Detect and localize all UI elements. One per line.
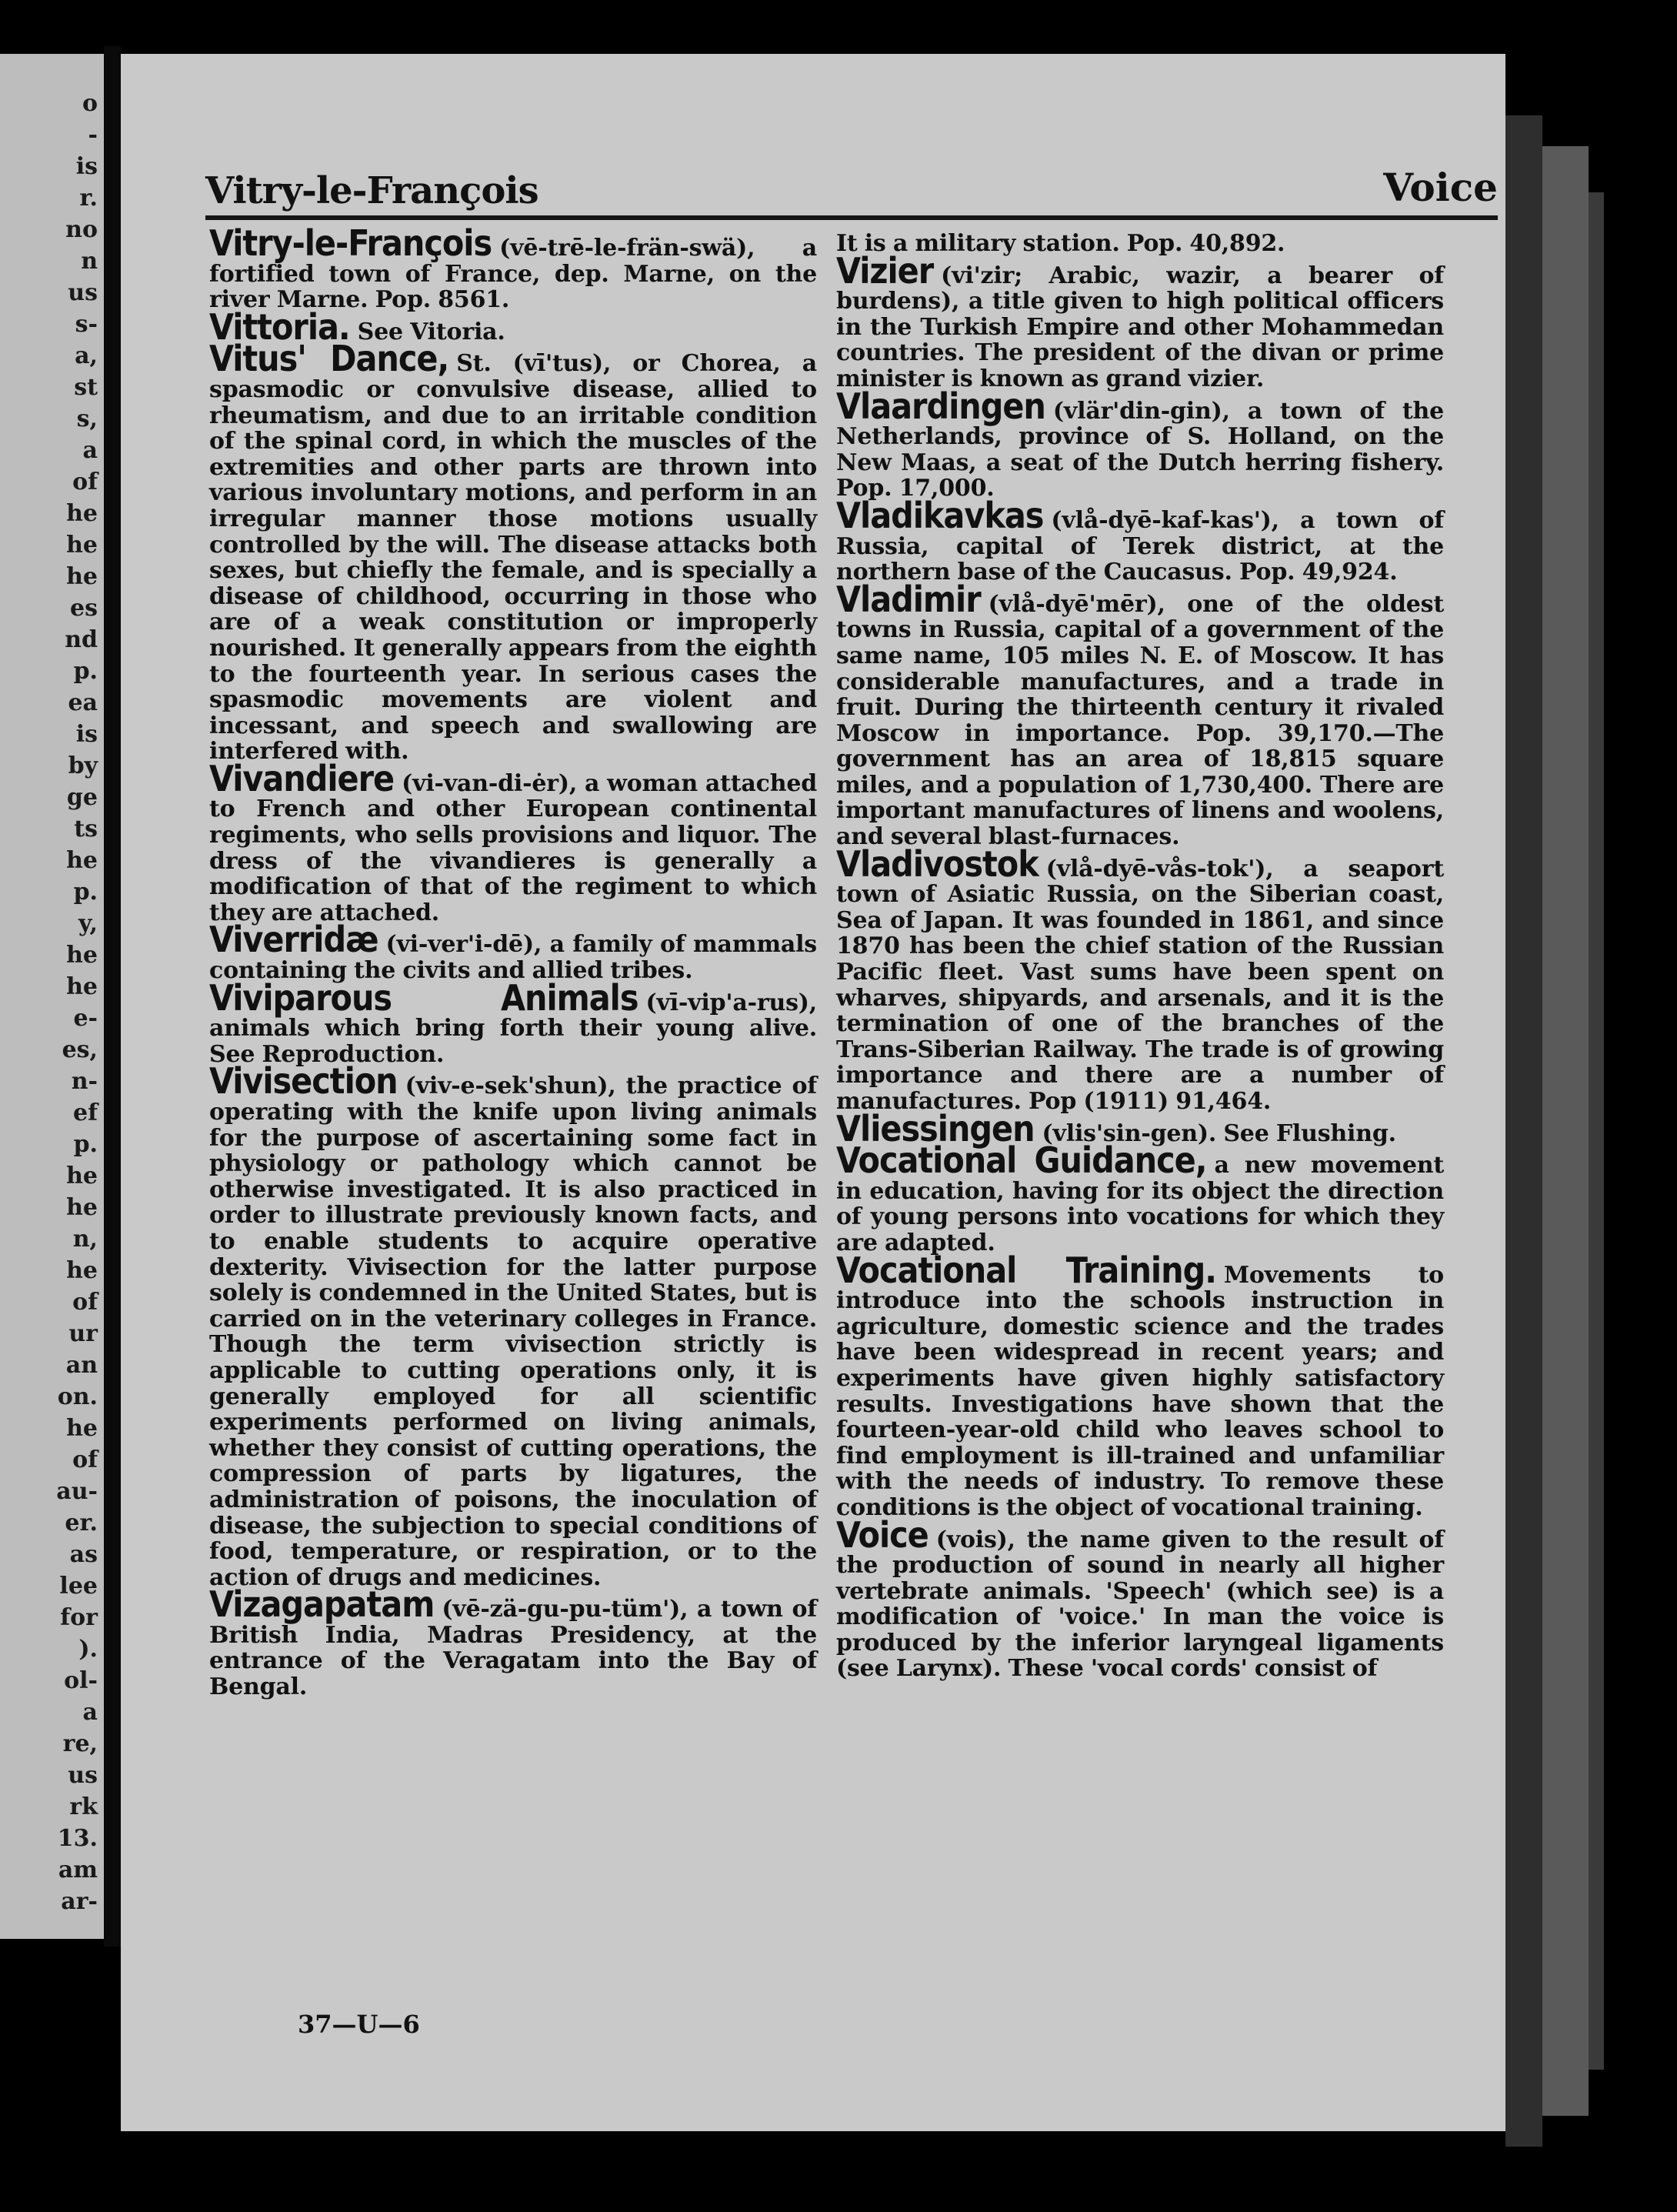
adjacent-page-fragment: as (69, 1541, 98, 1568)
running-head-left: Vitry-le-François (205, 169, 538, 212)
adjacent-page-fragment: us (68, 1762, 98, 1789)
adjacent-page-fragment: he (66, 973, 98, 1000)
adjacent-page-fragment: is (75, 721, 98, 748)
entry-headword: Viverridæ (209, 919, 378, 961)
entry-definition: (vē-zä-gu-pu-tüm'), a town of British India, Madras Presidency, at the entrance of the Veragatam into the Bay of Bengal. (209, 1596, 817, 1701)
adjacent-page-fragment: ea (68, 689, 98, 716)
adjacent-page-fragment: a (82, 437, 98, 464)
entry-headword: Vliessingen (836, 1107, 1035, 1149)
entry-headword: Voice (836, 1513, 929, 1556)
adjacent-page-fragment: a, (75, 342, 98, 369)
entry-headword: Vladikavkas (836, 494, 1044, 536)
adjacent-page-fragment: an (65, 1352, 98, 1379)
dictionary-entry (209, 919, 817, 985)
entry-definition: (vlå-dyē-kaf-kas'), a town of Russia, capital of Terek district, at the northern base of the Caucasus. Pop. 49,924. (836, 506, 1444, 586)
dictionary-entry (836, 494, 1444, 586)
entry-definition: (vi-ver'i-dē), a family of mammals containing the civits and allied tribes. (209, 931, 817, 985)
entry-headword: Vizagapatam (209, 1583, 435, 1626)
entry-definition: See Vitoria. (357, 318, 505, 345)
adjacent-page-fragment: - (88, 122, 98, 148)
adjacent-page-fragment: es (70, 595, 98, 622)
adjacent-page-fragment: ef (73, 1099, 98, 1126)
entry-definition: (vē-trē-le-frän-swä), a fortified town of France, dep. Marne, on the river Marne. Pop. 8561. (209, 235, 817, 314)
running-head-right: Voice (1383, 165, 1498, 210)
entry-headword: Vocational Guidance, (836, 1139, 1207, 1182)
adjacent-page-fragment: p. (73, 879, 98, 906)
adjacent-page-fragment: he (66, 1415, 98, 1442)
adjacent-page-fragment: he (66, 1163, 98, 1189)
adjacent-page-fragment: er. (65, 1510, 98, 1536)
adjacent-page-fragment: st (74, 374, 98, 401)
adjacent-page-fragment: he (66, 942, 98, 969)
adjacent-page-fragment: 13. (57, 1825, 98, 1852)
entry-definition: (vi'zir; Arabic, wazir, a bearer of burdens), a title given to high political officers in the Turkish Empire and other Mohammedan countries. The president of the divan or prime minister is known as grand vizier. (836, 262, 1444, 392)
adjacent-page-fragment: lee (59, 1573, 98, 1600)
adjacent-page-fragment: us (68, 279, 98, 306)
left-column (209, 222, 817, 1702)
adjacent-page-fragment: ol- (64, 1667, 98, 1694)
entry-definition: a new movement in education, having for its object the direction of young persons into vocations for which they are adapted. (836, 1152, 1444, 1256)
adjacent-page-fragment: s, (76, 405, 98, 432)
entry-definition: Movements to introduce into the schools instruction in agriculture, domestic science and the trades have been widespread in recent years; and experiments have given highly satisfactory results. Investigations have shown that the fourteen-year-old child who leaves school to find employment is ill-trained and unfamiliar with the needs of industry. To remove these conditions is the object of vocational training. (836, 1261, 1444, 1521)
adjacent-page-fragment: he (66, 532, 98, 559)
entry-headword: Vittoria. (209, 305, 350, 348)
entry-definition: (viv-e-sek'shun), the practice of operating with the knife upon living animals for the purpose of ascertaining some fact in physiology or pathology which cannot be otherwise investigated. It is also practiced in order to illustrate previously known facts, and to enable students to acquire operative dexterity. Vivisection for the latter purpose solely is condemned in the United States, but is carried on in the veterinary colleges in France. Though the term vivisection strictly is applicable to cutting operations only, it is generally employed for all scientific experiments performed on living animals, whether they consist of cutting operations, the compression of parts by ligatures, the administration of poisons, the inoculation of disease, the subjection to special conditions of food, temperature, or respiration, or to the action of drugs and medicines. (209, 1073, 817, 1591)
dictionary-entry (836, 1249, 1444, 1521)
dictionary-entry (836, 578, 1444, 851)
adjacent-page-fragment: ar- (61, 1888, 98, 1915)
adjacent-page-fragment: a (82, 1699, 98, 1726)
adjacent-page-fragment: is (75, 153, 98, 180)
adjacent-page-fragment: n (81, 248, 98, 275)
entry-headword: Vitry-le-François (209, 222, 492, 264)
adjacent-page-fragment: nd (65, 626, 98, 653)
entry-definition: (vlis'sin-gen). See Flushing. (1042, 1119, 1396, 1147)
entry-definition: (vois), the name given to the result of the production of sound in nearly all higher vertebrate animals. 'Speech' (which see) is a modification of 'voice.' In man the voice is produced by the inferior laryngeal ligaments (see Larynx). These 'vocal cords' consist of (836, 1526, 1444, 1683)
entry-headword: Vivandiere (209, 757, 395, 799)
entry-headword: Vivisection (209, 1060, 398, 1103)
adjacent-page-fragment: he (66, 847, 98, 874)
adjacent-page-fragment: he (66, 500, 98, 527)
dictionary-entry (836, 385, 1444, 502)
adjacent-page-edge (0, 54, 104, 1939)
adjacent-page-fragment: au- (56, 1478, 98, 1505)
adjacent-page-fragment: ts (74, 816, 98, 842)
right-column (836, 231, 1444, 1683)
adjacent-page-fragment: he (66, 1194, 98, 1221)
adjacent-page-fragment: p. (73, 1131, 98, 1158)
adjacent-page-fragment: ). (78, 1636, 98, 1663)
dictionary-entry (836, 1513, 1444, 1683)
dictionary-entry (209, 222, 817, 314)
header-rule (205, 215, 1498, 220)
entry-headword: Viviparous Animals (209, 976, 638, 1019)
entry-headword: Vitus' Dance, (209, 338, 449, 380)
adjacent-page-fragment: s- (75, 311, 98, 338)
adjacent-page-fragment: o (82, 90, 98, 117)
adjacent-page-fragment: r. (79, 185, 98, 212)
dictionary-page (121, 54, 1505, 2131)
book-edge-pages (1542, 146, 1589, 2116)
dictionary-entry (836, 249, 1444, 392)
adjacent-page-fragment: of (72, 1446, 98, 1473)
adjacent-page-fragment: re, (62, 1730, 98, 1757)
dictionary-entry (836, 1139, 1444, 1256)
running-head (205, 165, 1498, 231)
dictionary-entry (209, 1583, 817, 1701)
entry-headword: Vlaardingen (836, 385, 1045, 427)
adjacent-page-fragment: n, (72, 1226, 98, 1253)
dictionary-entry (209, 1060, 817, 1591)
adjacent-page-fragment: he (66, 1257, 98, 1284)
adjacent-page-fragment: y, (78, 910, 98, 937)
entry-headword: Vocational Training. (836, 1249, 1216, 1291)
adjacent-page-fragment: am (58, 1857, 98, 1883)
adjacent-page-fragment: on. (57, 1383, 98, 1410)
entry-definition: St. (vī'tus), or Chorea, a spasmodic or convulsive disease, allied to rheumatism, and due to an irritable condition of the spinal cord, in which the muscles of the extremities and other parts are thrown into various involuntary motions, and perform in an irregular manner those motions usually controlled by the will. The disease attacks both sexes, but chiefly the female, and is specially a disease of childhood, occurring in those who are of a weak constitution or improperly nourished. It generally appears from the eighth to the fourteenth year. In serious cases the spasmodic movements are violent and incessant, and speech and swallowing are interfered with. (209, 350, 817, 766)
entry-headword: Vladivostok (836, 842, 1039, 885)
entry-definition: It is a military station. Pop. 40,892. (836, 230, 1285, 257)
adjacent-page-fragment: ge (66, 784, 98, 811)
entry-definition: (vlå-dyē'mēr), one of the oldest towns in Russia, capital of a government of the same name, 105 miles N. E. of Moscow. It has considerable manufactures, and a trade in fruit. During the thirteenth century it rivaled Moscow in importance. Pop. 39,170.—The government has an area of 18,815 square miles, and a population of 1,730,400. There are important manufactures of linens and woolens, and several blast-furnaces. (836, 590, 1444, 851)
entry-headword: Vizier (836, 249, 934, 292)
book-edge-binding (1589, 192, 1604, 2070)
adjacent-page-fragment: rk (69, 1793, 98, 1820)
entry-definition: (vī-vip'a-rus), animals which bring forth their young alive. See Reproduction. (209, 989, 817, 1068)
entry-definition: (vlär'din-gin), a town of the Netherlands, province of S. Holland, on the New Maas, a seat of the Dutch herring fishery. Pop. 17,000. (836, 397, 1444, 502)
adjacent-page-fragment: he (66, 563, 98, 590)
adjacent-page-fragment: no (65, 216, 98, 243)
adjacent-page-fragment: by (68, 752, 98, 779)
book-edge-shadow (1505, 115, 1542, 2147)
adjacent-page-fragment: es, (62, 1036, 98, 1063)
adjacent-page-fragment: for (60, 1604, 98, 1631)
adjacent-page-fragment: of (72, 1289, 98, 1316)
adjacent-page-fragment: p. (73, 658, 98, 685)
dictionary-entry (209, 338, 817, 766)
adjacent-page-fragment: of (72, 469, 98, 495)
adjacent-page-fragment: e- (73, 1005, 98, 1032)
adjacent-page-fragment: n- (71, 1068, 98, 1095)
page-gutter (104, 46, 121, 1947)
entry-definition: (vlå-dyē-vås-tok'), a seaport town of Asiatic Russia, on the Siberian coast, Sea of Japan. It was founded in 1861, and since 1870 has been the chief station of the Russian Pacific fleet. Vast sums have been spent on wharves, shipyards, and arsenals, and it is the termination of one of the branches of the Trans-Siberian Railway. The trade is of growing importance and there are a number of manufactures. Pop (1911) 91,464. (836, 855, 1444, 1115)
dictionary-entry (209, 757, 817, 926)
dictionary-entry (209, 976, 817, 1068)
entry-definition: (vi-van-di-ėr), a woman attached to French and other European continental regiments, who sells provisions and liquor. The dress of the vivandieres is generally a modification of that of the regiment to which they are attached. (209, 769, 817, 926)
signature-mark: 37—U—6 (298, 2010, 420, 2039)
adjacent-page-fragment: ur (68, 1320, 98, 1347)
dictionary-entry (836, 842, 1444, 1115)
entry-headword: Vladimir (836, 578, 981, 620)
